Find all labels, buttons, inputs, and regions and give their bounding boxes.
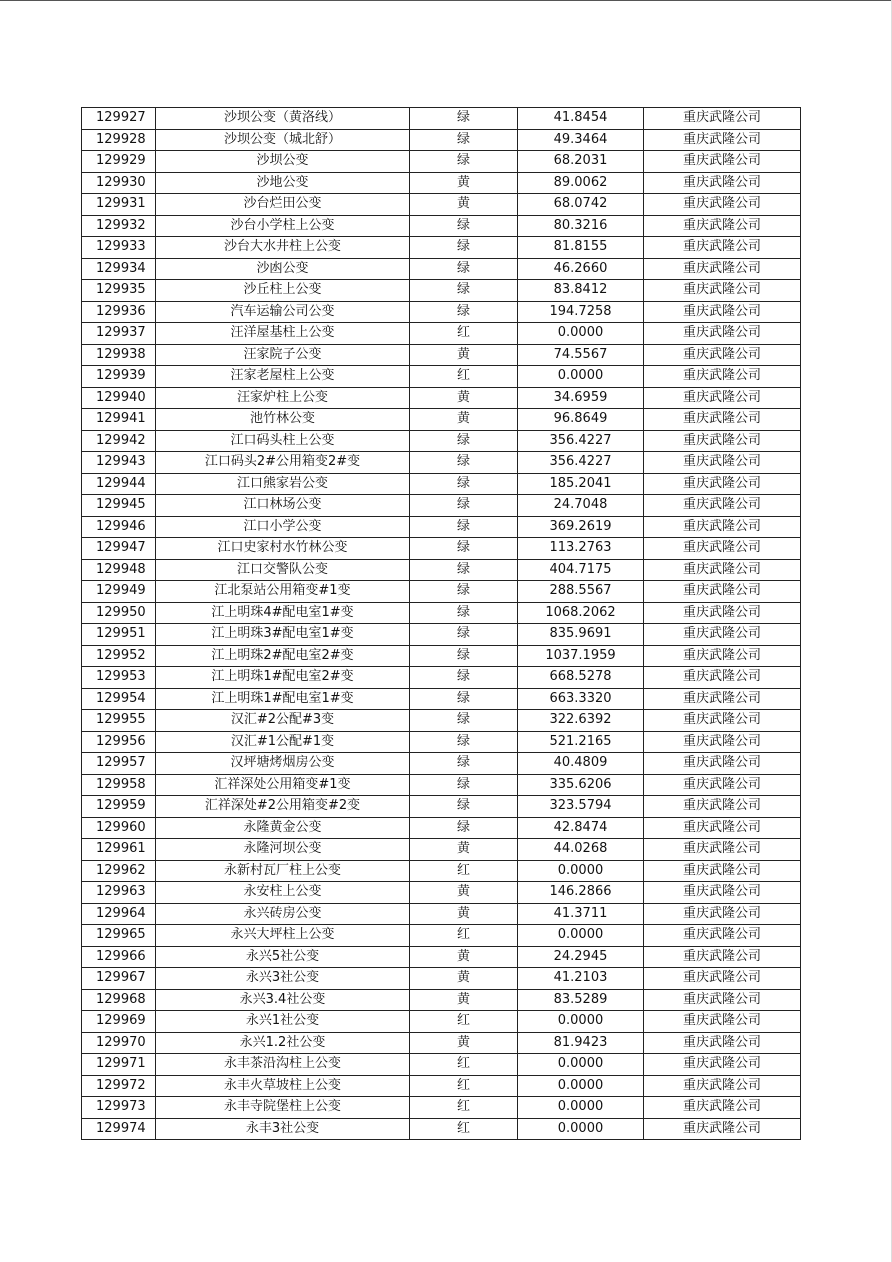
- company-cell: 重庆武隆公司: [644, 688, 801, 710]
- table-row: [82, 989, 801, 1011]
- name-cell: 永兴大坪柱上公变: [156, 925, 410, 947]
- status-cell: 绿: [410, 817, 518, 839]
- name-cell: 永新村瓦厂柱上公变: [156, 860, 410, 882]
- id-cell: 129959: [82, 796, 156, 818]
- id-cell: 129943: [82, 452, 156, 474]
- value-cell: 404.7175: [518, 559, 644, 581]
- value-cell: 68.0742: [518, 194, 644, 216]
- table-row: [82, 215, 801, 237]
- id-cell: 129932: [82, 215, 156, 237]
- status-cell: 绿: [410, 731, 518, 753]
- status-cell: 黄: [410, 172, 518, 194]
- table-row: [82, 516, 801, 538]
- value-cell: 40.4809: [518, 753, 644, 775]
- name-cell: 永丰火草坡柱上公变: [156, 1075, 410, 1097]
- table-row: [82, 968, 801, 990]
- table-row: [82, 731, 801, 753]
- id-cell: 129954: [82, 688, 156, 710]
- value-cell: 0.0000: [518, 925, 644, 947]
- id-cell: 129962: [82, 860, 156, 882]
- id-cell: 129958: [82, 774, 156, 796]
- company-cell: 重庆武隆公司: [644, 581, 801, 603]
- status-cell: 黄: [410, 968, 518, 990]
- table-row: [82, 387, 801, 409]
- id-cell: 129944: [82, 473, 156, 495]
- table-row: [82, 430, 801, 452]
- status-cell: 绿: [410, 151, 518, 173]
- name-cell: 永丰茶沿沟柱上公变: [156, 1054, 410, 1076]
- table-row: [82, 903, 801, 925]
- id-cell: 129946: [82, 516, 156, 538]
- value-cell: 83.8412: [518, 280, 644, 302]
- id-cell: 129957: [82, 753, 156, 775]
- status-cell: 绿: [410, 301, 518, 323]
- value-cell: 81.8155: [518, 237, 644, 259]
- id-cell: 129935: [82, 280, 156, 302]
- company-cell: 重庆武隆公司: [644, 215, 801, 237]
- name-cell: 永兴5社公变: [156, 946, 410, 968]
- status-cell: 绿: [410, 280, 518, 302]
- table-row: [82, 452, 801, 474]
- value-cell: 0.0000: [518, 860, 644, 882]
- id-cell: 129973: [82, 1097, 156, 1119]
- name-cell: 池竹林公变: [156, 409, 410, 431]
- value-cell: 194.7258: [518, 301, 644, 323]
- name-cell: 永兴1社公变: [156, 1011, 410, 1033]
- value-cell: 0.0000: [518, 1011, 644, 1033]
- id-cell: 129964: [82, 903, 156, 925]
- status-cell: 红: [410, 1097, 518, 1119]
- company-cell: 重庆武隆公司: [644, 1075, 801, 1097]
- id-cell: 129952: [82, 645, 156, 667]
- company-cell: 重庆武隆公司: [644, 624, 801, 646]
- id-cell: 129934: [82, 258, 156, 280]
- status-cell: 黄: [410, 946, 518, 968]
- table-row: [82, 1118, 801, 1140]
- id-cell: 129933: [82, 237, 156, 259]
- value-cell: 835.9691: [518, 624, 644, 646]
- company-cell: 重庆武隆公司: [644, 280, 801, 302]
- value-cell: 185.2041: [518, 473, 644, 495]
- name-cell: 汪家炉柱上公变: [156, 387, 410, 409]
- value-cell: 24.2945: [518, 946, 644, 968]
- value-cell: 41.2103: [518, 968, 644, 990]
- id-cell: 129937: [82, 323, 156, 345]
- table-row: [82, 1011, 801, 1033]
- name-cell: 沙坝公变（黄洛线）: [156, 108, 410, 130]
- company-cell: 重庆武隆公司: [644, 774, 801, 796]
- name-cell: 江上明珠4#配电室1#变: [156, 602, 410, 624]
- table-row: [82, 817, 801, 839]
- company-cell: 重庆武隆公司: [644, 667, 801, 689]
- status-cell: 黄: [410, 839, 518, 861]
- company-cell: 重庆武隆公司: [644, 258, 801, 280]
- value-cell: 323.5794: [518, 796, 644, 818]
- name-cell: 江上明珠3#配电室1#变: [156, 624, 410, 646]
- value-cell: 49.3464: [518, 129, 644, 151]
- value-cell: 146.2866: [518, 882, 644, 904]
- table-row: [82, 882, 801, 904]
- company-cell: 重庆武隆公司: [644, 925, 801, 947]
- table-row: [82, 946, 801, 968]
- company-cell: 重庆武隆公司: [644, 129, 801, 151]
- status-cell: 绿: [410, 688, 518, 710]
- name-cell: 江口熊家岩公变: [156, 473, 410, 495]
- status-cell: 红: [410, 925, 518, 947]
- name-cell: 汪家院子公变: [156, 344, 410, 366]
- id-cell: 129947: [82, 538, 156, 560]
- table-row: [82, 151, 801, 173]
- status-cell: 绿: [410, 473, 518, 495]
- name-cell: 沙丘柱上公变: [156, 280, 410, 302]
- id-cell: 129960: [82, 817, 156, 839]
- value-cell: 83.5289: [518, 989, 644, 1011]
- id-cell: 129955: [82, 710, 156, 732]
- table-row: [82, 796, 801, 818]
- company-cell: 重庆武隆公司: [644, 710, 801, 732]
- status-cell: 红: [410, 323, 518, 345]
- table-row: [82, 258, 801, 280]
- company-cell: 重庆武隆公司: [644, 194, 801, 216]
- table-row: [82, 473, 801, 495]
- id-cell: 129950: [82, 602, 156, 624]
- table-row: [82, 774, 801, 796]
- id-cell: 129968: [82, 989, 156, 1011]
- company-cell: 重庆武隆公司: [644, 860, 801, 882]
- id-cell: 129931: [82, 194, 156, 216]
- id-cell: 129945: [82, 495, 156, 517]
- table-row: [82, 602, 801, 624]
- company-cell: 重庆武隆公司: [644, 989, 801, 1011]
- company-cell: 重庆武隆公司: [644, 301, 801, 323]
- status-cell: 黄: [410, 882, 518, 904]
- status-cell: 红: [410, 860, 518, 882]
- id-cell: 129941: [82, 409, 156, 431]
- status-cell: 绿: [410, 796, 518, 818]
- table-row: [82, 581, 801, 603]
- company-cell: 重庆武隆公司: [644, 409, 801, 431]
- value-cell: 80.3216: [518, 215, 644, 237]
- company-cell: 重庆武隆公司: [644, 387, 801, 409]
- value-cell: 369.2619: [518, 516, 644, 538]
- status-cell: 绿: [410, 258, 518, 280]
- status-cell: 绿: [410, 710, 518, 732]
- value-cell: 288.5567: [518, 581, 644, 603]
- status-cell: 绿: [410, 645, 518, 667]
- value-cell: 68.2031: [518, 151, 644, 173]
- status-cell: 绿: [410, 430, 518, 452]
- name-cell: 江口交警队公变: [156, 559, 410, 581]
- status-cell: 红: [410, 366, 518, 388]
- value-cell: 0.0000: [518, 323, 644, 345]
- company-cell: 重庆武隆公司: [644, 237, 801, 259]
- id-cell: 129971: [82, 1054, 156, 1076]
- table-row: [82, 1054, 801, 1076]
- status-cell: 黄: [410, 387, 518, 409]
- name-cell: 汽车运输公司公变: [156, 301, 410, 323]
- company-cell: 重庆武隆公司: [644, 538, 801, 560]
- id-cell: 129939: [82, 366, 156, 388]
- status-cell: 绿: [410, 538, 518, 560]
- company-cell: 重庆武隆公司: [644, 430, 801, 452]
- name-cell: 永兴3.4社公变: [156, 989, 410, 1011]
- table-row: [82, 860, 801, 882]
- value-cell: 96.8649: [518, 409, 644, 431]
- id-cell: 129963: [82, 882, 156, 904]
- name-cell: 汇祥深处公用箱变#1变: [156, 774, 410, 796]
- id-cell: 129965: [82, 925, 156, 947]
- company-cell: 重庆武隆公司: [644, 151, 801, 173]
- company-cell: 重庆武隆公司: [644, 1118, 801, 1140]
- name-cell: 沙台小学柱上公变: [156, 215, 410, 237]
- id-cell: 129967: [82, 968, 156, 990]
- name-cell: 汉坪塘烤烟房公变: [156, 753, 410, 775]
- status-cell: 黄: [410, 409, 518, 431]
- status-cell: 绿: [410, 108, 518, 130]
- status-cell: 红: [410, 1011, 518, 1033]
- table-row: [82, 366, 801, 388]
- status-cell: 黄: [410, 194, 518, 216]
- value-cell: 34.6959: [518, 387, 644, 409]
- name-cell: 永丰3社公变: [156, 1118, 410, 1140]
- id-cell: 129940: [82, 387, 156, 409]
- name-cell: 永安柱上公变: [156, 882, 410, 904]
- value-cell: 0.0000: [518, 1118, 644, 1140]
- status-cell: 绿: [410, 215, 518, 237]
- company-cell: 重庆武隆公司: [644, 473, 801, 495]
- name-cell: 沙地公变: [156, 172, 410, 194]
- name-cell: 沙坝公变（城北舒）: [156, 129, 410, 151]
- table-row: [82, 194, 801, 216]
- table-row: [82, 925, 801, 947]
- name-cell: 永隆河坝公变: [156, 839, 410, 861]
- value-cell: 44.0268: [518, 839, 644, 861]
- table-row: [82, 559, 801, 581]
- status-cell: 绿: [410, 516, 518, 538]
- status-cell: 红: [410, 1054, 518, 1076]
- status-cell: 绿: [410, 495, 518, 517]
- name-cell: 沙台大水井柱上公变: [156, 237, 410, 259]
- id-cell: 129956: [82, 731, 156, 753]
- id-cell: 129949: [82, 581, 156, 603]
- status-cell: 绿: [410, 753, 518, 775]
- id-cell: 129951: [82, 624, 156, 646]
- company-cell: 重庆武隆公司: [644, 559, 801, 581]
- name-cell: 永兴1.2社公变: [156, 1032, 410, 1054]
- value-cell: 81.9423: [518, 1032, 644, 1054]
- company-cell: 重庆武隆公司: [644, 839, 801, 861]
- status-cell: 绿: [410, 667, 518, 689]
- id-cell: 129966: [82, 946, 156, 968]
- name-cell: 沙坝公变: [156, 151, 410, 173]
- company-cell: 重庆武隆公司: [644, 108, 801, 130]
- status-cell: 绿: [410, 581, 518, 603]
- name-cell: 汇祥深处#2公用箱变#2变: [156, 796, 410, 818]
- table-row: [82, 108, 801, 130]
- id-cell: 129942: [82, 430, 156, 452]
- status-cell: 绿: [410, 237, 518, 259]
- status-cell: 黄: [410, 344, 518, 366]
- transformer-table: [81, 107, 801, 1140]
- table-row: [82, 688, 801, 710]
- name-cell: 江口码头2#公用箱变2#变: [156, 452, 410, 474]
- value-cell: 356.4227: [518, 452, 644, 474]
- value-cell: 0.0000: [518, 1054, 644, 1076]
- table-row: [82, 1032, 801, 1054]
- company-cell: 重庆武隆公司: [644, 645, 801, 667]
- id-cell: 129930: [82, 172, 156, 194]
- value-cell: 42.8474: [518, 817, 644, 839]
- company-cell: 重庆武隆公司: [644, 968, 801, 990]
- id-cell: 129972: [82, 1075, 156, 1097]
- name-cell: 江上明珠2#配电室2#变: [156, 645, 410, 667]
- company-cell: 重庆武隆公司: [644, 1032, 801, 1054]
- name-cell: 江北泵站公用箱变#1变: [156, 581, 410, 603]
- value-cell: 0.0000: [518, 1075, 644, 1097]
- value-cell: 1068.2062: [518, 602, 644, 624]
- company-cell: 重庆武隆公司: [644, 366, 801, 388]
- table-row: [82, 323, 801, 345]
- company-cell: 重庆武隆公司: [644, 1097, 801, 1119]
- status-cell: 绿: [410, 774, 518, 796]
- name-cell: 沙凼公变: [156, 258, 410, 280]
- company-cell: 重庆武隆公司: [644, 172, 801, 194]
- status-cell: 绿: [410, 559, 518, 581]
- table-row: [82, 344, 801, 366]
- name-cell: 永兴3社公变: [156, 968, 410, 990]
- name-cell: 汉汇#1公配#1变: [156, 731, 410, 753]
- company-cell: 重庆武隆公司: [644, 1011, 801, 1033]
- id-cell: 129938: [82, 344, 156, 366]
- company-cell: 重庆武隆公司: [644, 903, 801, 925]
- company-cell: 重庆武隆公司: [644, 516, 801, 538]
- company-cell: 重庆武隆公司: [644, 731, 801, 753]
- company-cell: 重庆武隆公司: [644, 1054, 801, 1076]
- value-cell: 74.5567: [518, 344, 644, 366]
- table-row: [82, 624, 801, 646]
- status-cell: 绿: [410, 602, 518, 624]
- value-cell: 335.6206: [518, 774, 644, 796]
- name-cell: 汪洋屋基柱上公变: [156, 323, 410, 345]
- value-cell: 356.4227: [518, 430, 644, 452]
- name-cell: 汉汇#2公配#3变: [156, 710, 410, 732]
- id-cell: 129974: [82, 1118, 156, 1140]
- table-row: [82, 301, 801, 323]
- company-cell: 重庆武隆公司: [644, 495, 801, 517]
- table-row: [82, 710, 801, 732]
- id-cell: 129936: [82, 301, 156, 323]
- status-cell: 黄: [410, 989, 518, 1011]
- name-cell: 江口史家村水竹林公变: [156, 538, 410, 560]
- id-cell: 129929: [82, 151, 156, 173]
- name-cell: 永隆黄金公变: [156, 817, 410, 839]
- table-body: [82, 108, 801, 1140]
- table-row: [82, 839, 801, 861]
- id-cell: 129953: [82, 667, 156, 689]
- table-row: [82, 753, 801, 775]
- table-row: [82, 280, 801, 302]
- value-cell: 0.0000: [518, 366, 644, 388]
- name-cell: 江口林场公变: [156, 495, 410, 517]
- table-row: [82, 1097, 801, 1119]
- table-row: [82, 1075, 801, 1097]
- id-cell: 129948: [82, 559, 156, 581]
- value-cell: 0.0000: [518, 1097, 644, 1119]
- table-row: [82, 495, 801, 517]
- status-cell: 红: [410, 1075, 518, 1097]
- name-cell: 永丰寺院堡柱上公变: [156, 1097, 410, 1119]
- status-cell: 绿: [410, 624, 518, 646]
- company-cell: 重庆武隆公司: [644, 946, 801, 968]
- id-cell: 129928: [82, 129, 156, 151]
- company-cell: 重庆武隆公司: [644, 753, 801, 775]
- value-cell: 41.3711: [518, 903, 644, 925]
- table-row: [82, 172, 801, 194]
- id-cell: 129969: [82, 1011, 156, 1033]
- table-row: [82, 645, 801, 667]
- status-cell: 红: [410, 1118, 518, 1140]
- value-cell: 113.2763: [518, 538, 644, 560]
- value-cell: 89.0062: [518, 172, 644, 194]
- table-row: [82, 129, 801, 151]
- status-cell: 绿: [410, 129, 518, 151]
- table-row: [82, 667, 801, 689]
- company-cell: 重庆武隆公司: [644, 882, 801, 904]
- value-cell: 668.5278: [518, 667, 644, 689]
- value-cell: 663.3320: [518, 688, 644, 710]
- value-cell: 1037.1959: [518, 645, 644, 667]
- value-cell: 46.2660: [518, 258, 644, 280]
- table-row: [82, 237, 801, 259]
- company-cell: 重庆武隆公司: [644, 344, 801, 366]
- id-cell: 129927: [82, 108, 156, 130]
- status-cell: 黄: [410, 1032, 518, 1054]
- id-cell: 129970: [82, 1032, 156, 1054]
- status-cell: 绿: [410, 452, 518, 474]
- name-cell: 沙台烂田公变: [156, 194, 410, 216]
- company-cell: 重庆武隆公司: [644, 602, 801, 624]
- status-cell: 黄: [410, 903, 518, 925]
- company-cell: 重庆武隆公司: [644, 452, 801, 474]
- name-cell: 永兴砖房公变: [156, 903, 410, 925]
- id-cell: 129961: [82, 839, 156, 861]
- table-row: [82, 409, 801, 431]
- table-row: [82, 538, 801, 560]
- value-cell: 521.2165: [518, 731, 644, 753]
- value-cell: 24.7048: [518, 495, 644, 517]
- company-cell: 重庆武隆公司: [644, 323, 801, 345]
- name-cell: 江上明珠1#配电室2#变: [156, 667, 410, 689]
- name-cell: 江上明珠1#配电室1#变: [156, 688, 410, 710]
- company-cell: 重庆武隆公司: [644, 796, 801, 818]
- name-cell: 江口小学公变: [156, 516, 410, 538]
- value-cell: 322.6392: [518, 710, 644, 732]
- name-cell: 汪家老屋柱上公变: [156, 366, 410, 388]
- company-cell: 重庆武隆公司: [644, 817, 801, 839]
- value-cell: 41.8454: [518, 108, 644, 130]
- name-cell: 江口码头柱上公变: [156, 430, 410, 452]
- page-top-border: [0, 0, 892, 1]
